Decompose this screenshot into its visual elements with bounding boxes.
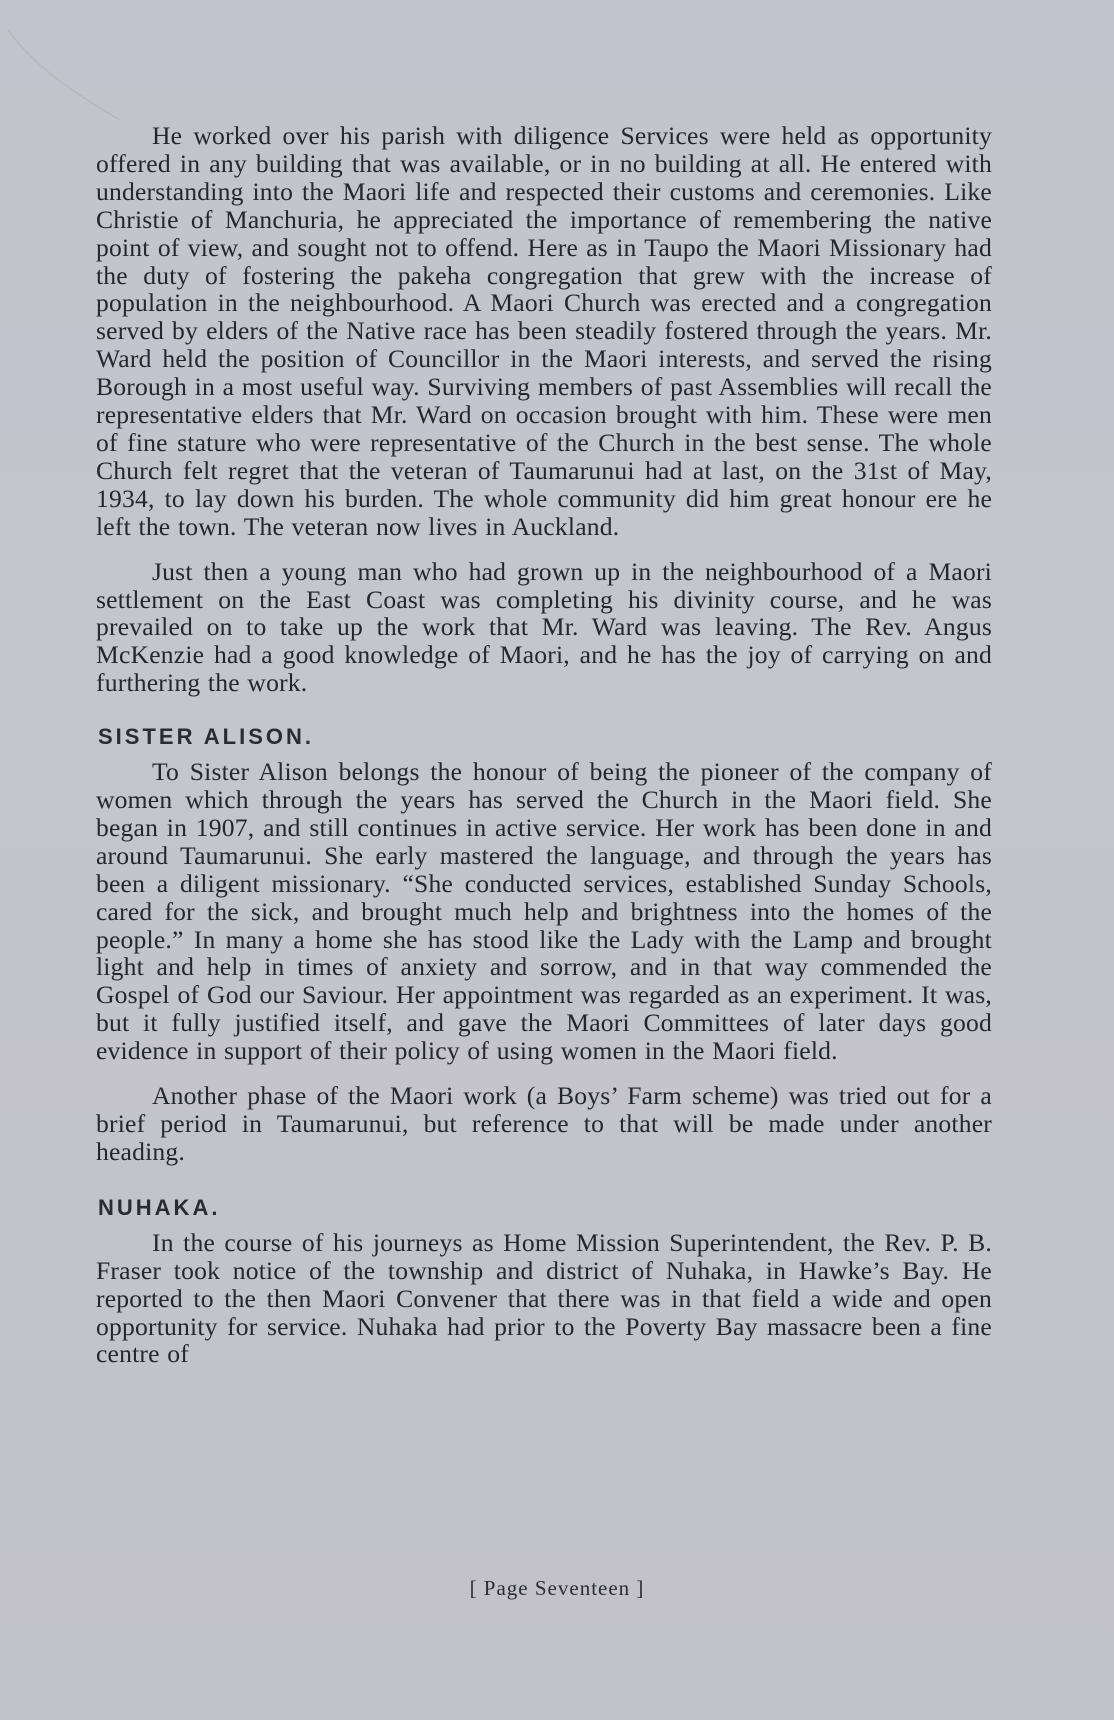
page-body: [96, 122, 992, 1368]
paragraph-ward-parish: He worked over his parish with diligence Services were held as opportunity offered in any building that was available, or in no building at all. He entered with understanding into the Maori life and respected their customs and ceremonies. Like Christie of Manchuria, he appreciated the importance of remembering the native point of view, and sought not to offend. Here as in Taupo the Maori Missionary had the duty of fostering the pakeha congregation that grew with the increase of population in the neighbourhood. A Maori Church was erected and a congregation served by elders of the Native race has been steadily fostered through the years. Mr. Ward held the position of Councillor in the Maori interests, and served the rising Borough in a most useful way. Surviving members of past Assemblies will recall the representative elders that Mr. Ward on occasion brought with him. These were men of fine stature who were representative of the Church in the best sense. The whole Church felt regret that the veteran of Taumarunui had at last, on the 31st of May, 1934, to lay down his burden. The whole community did him great honour ere he left the town. The veteran now lives in Auckland.: [96, 121, 992, 541]
paragraph-boys-farm: Another phase of the Maori work (a Boys’ Farm scheme) was tried out for a brief period in Taumarunui, but reference to that will be made under another heading.: [96, 1081, 992, 1166]
paper-crease-mark: [0, 0, 140, 140]
heading-sister-alison: SISTER ALISON.: [98, 724, 314, 750]
page-number-footer: [ Page Seventeen ]: [469, 1576, 645, 1600]
paragraph-sister-alison: To Sister Alison belongs the honour of being the pioneer of the company of women which through the years has served the Church in the Maori field. She began in 1907, and still continues in active service. Her work has been done in and around Taumarunui. She early mastered the language, and through the years has been a diligent missionary. “She conducted services, established Sunday Schools, cared for the sick, and brought much help and brightness into the homes of the people.” In many a home she has stood like the Lady with the Lamp and brought light and help in times of anxiety and sorrow, and in that way commended the Gospel of God our Saviour. Her appointment was regarded as an experiment. It was, but it fully justified itself, and gave the Maori Committees of later days good evidence in support of their policy of using women in the Maori field.: [96, 757, 992, 1066]
paragraph-nuhaka: In the course of his journeys as Home Mission Superintendent, the Rev. P. B. Fraser took notice of the township and district of Nuhaka, in Hawke’s Bay. He reported to the then Maori Convener that there was in that field a wide and open opportunity for service. Nuhaka had prior to the Poverty Bay massacre been a fine centre of: [96, 1227, 992, 1369]
heading-nuhaka: NUHAKA.: [98, 1194, 221, 1220]
paragraph-mckenzie: Just then a young man who had grown up in the neighbourhood of a Maori settlement on the East Coast was completing his divinity course, and he was prevailed on to take up the work that Mr. Ward was leaving. The Rev. Angus McKenzie had a good knowledge of Maori, and he has the joy of carrying on and furthering the work.: [96, 556, 992, 698]
